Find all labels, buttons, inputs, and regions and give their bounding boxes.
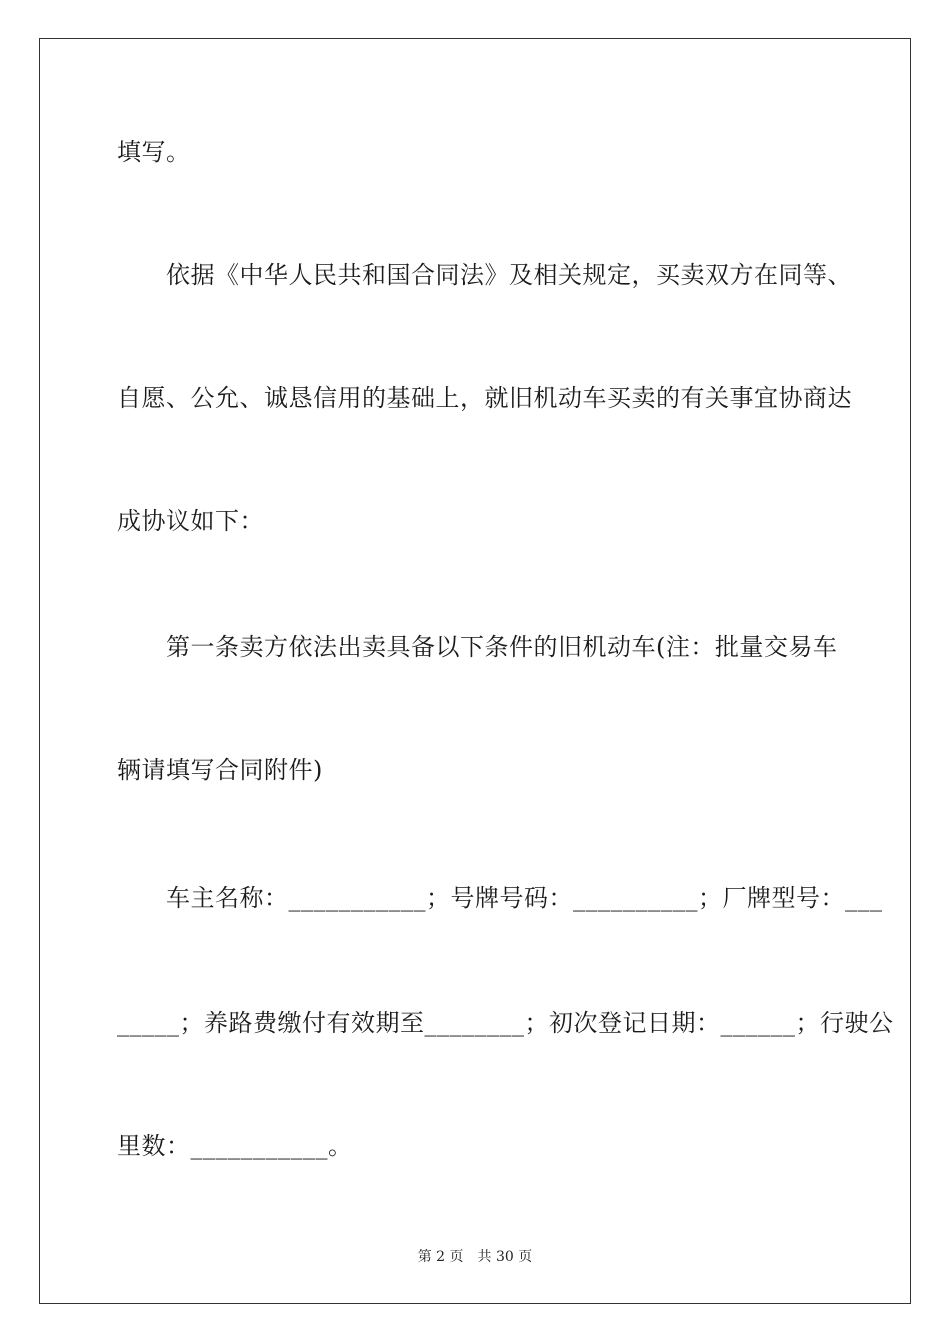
text-line-5: 第一条卖方依法出卖具备以下条件的旧机动车(注：批量交易车 [117, 633, 838, 661]
text-line-3: 自愿、公允、诚恳信用的基础上，就旧机动车买卖的有关事宜协商达 [117, 384, 852, 412]
text-line-2: 依据《中华人民共和国合同法》及相关规定，买卖双方在同等、 [117, 261, 852, 289]
page-number: 第 2 页 [417, 1249, 464, 1265]
text-line-8: _____；养路费缴付有效期至________；初次登记日期：______；行驶公 [117, 1009, 894, 1037]
text-line-9: 里数：___________。 [117, 1132, 353, 1160]
page-total: 共 30 页 [477, 1249, 533, 1265]
page-border [39, 38, 911, 1304]
text-line-1: 填写。 [117, 138, 191, 166]
page-footer [0, 1248, 950, 1266]
text-line-7: 车主名称：___________；号牌号码：__________；厂牌型号：___ [117, 884, 883, 912]
text-line-6: 辆请填写合同附件) [117, 756, 323, 784]
text-line-4: 成协议如下： [117, 507, 264, 535]
